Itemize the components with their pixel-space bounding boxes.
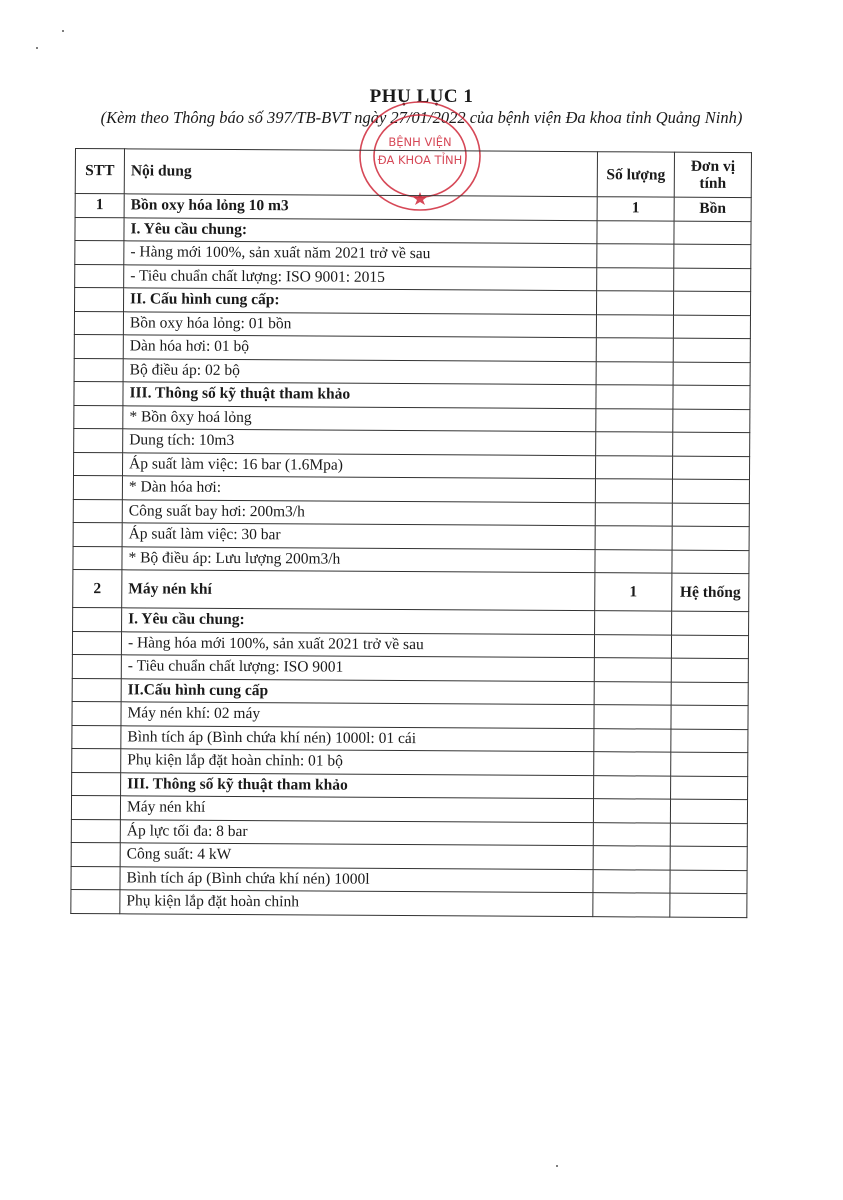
cell-content: Máy nén khí (120, 796, 593, 822)
cell-stt (74, 358, 123, 382)
cell-stt (72, 654, 121, 678)
cell-qty (595, 549, 672, 573)
cell-qty (596, 432, 673, 456)
cell-unit (672, 479, 749, 503)
cell-qty (594, 658, 671, 682)
cell-content: * Bồn ôxy hoá lỏng (123, 405, 596, 431)
cell-unit (671, 682, 748, 706)
cell-stt (72, 631, 121, 655)
table-row (73, 569, 749, 611)
cell-unit (674, 221, 751, 245)
cell-stt (72, 725, 121, 749)
cell-content: Bồn oxy hóa lỏng: 01 bồn (123, 311, 596, 337)
cell-unit (670, 823, 747, 847)
scan-speck (62, 30, 64, 32)
cell-content: - Tiêu chuẩn chất lượng: ISO 9001 (121, 655, 594, 681)
cell-stt (71, 866, 120, 890)
scan-speck (556, 1165, 558, 1167)
cell-stt (71, 795, 120, 819)
cell-stt (71, 842, 120, 866)
table-header-row (75, 149, 751, 198)
cell-qty (596, 361, 673, 385)
cell-unit (670, 846, 747, 870)
cell-unit: Hệ thống (672, 573, 749, 611)
cell-unit (673, 432, 750, 456)
cell-qty (595, 455, 672, 479)
cell-unit (673, 291, 750, 315)
cell-unit (671, 776, 748, 800)
cell-qty (593, 822, 670, 846)
table-row (71, 889, 747, 917)
cell-content: * Dàn hóa hơi: (122, 476, 595, 502)
cell-content: II. Cấu hình cung cấp: (124, 288, 597, 314)
cell-content: Phụ kiện lắp đặt hoàn chỉnh (120, 890, 593, 916)
cell-unit (673, 338, 750, 362)
scan-speck (36, 47, 38, 49)
cell-unit (673, 385, 750, 409)
cell-unit (670, 893, 747, 917)
seal-line-2: ĐA KHOA TỈNH (377, 153, 463, 167)
seal-line-1: BỆNH VIỆN (388, 135, 452, 149)
cell-content: Bình tích áp (Bình chứa khí nén) 1000l (120, 866, 593, 892)
cell-content: II.Cấu hình cung cấp (121, 678, 594, 704)
cell-stt (74, 405, 123, 429)
cell-stt (72, 772, 121, 796)
cell-qty (596, 385, 673, 409)
cell-content: Áp suất làm việc: 30 bar (122, 523, 595, 549)
document-subtitle: (Kèm theo Thông báo số 397/TB-BVT ngày 27/01/2022 của bệnh viện Đa khoa tỉnh Quảng Ninh) (100, 108, 743, 127)
cell-stt (72, 748, 121, 772)
cell-stt (73, 546, 122, 570)
cell-stt (73, 452, 122, 476)
cell-unit (673, 315, 750, 339)
cell-qty (593, 893, 670, 917)
cell-qty (597, 220, 674, 244)
cell-content: * Bộ điều áp: Lưu lượng 200m3/h (122, 546, 595, 572)
cell-stt (73, 522, 122, 546)
cell-unit (671, 752, 748, 776)
cell-qty (596, 408, 673, 432)
cell-content: I. Yêu cầu chung: (124, 217, 597, 243)
cell-stt (73, 607, 122, 631)
cell-qty (594, 728, 671, 752)
cell-stt (75, 217, 124, 241)
cell-stt (72, 701, 121, 725)
header-stt: STT (75, 149, 124, 194)
cell-qty (593, 846, 670, 870)
table-body (71, 194, 751, 918)
cell-unit (672, 456, 749, 480)
cell-unit (671, 705, 748, 729)
cell-unit (670, 799, 747, 823)
cell-unit: Bồn (674, 197, 751, 221)
cell-content: Dung tích: 10m3 (123, 429, 596, 455)
cell-qty (595, 502, 672, 526)
cell-unit (670, 870, 747, 894)
cell-stt (75, 264, 124, 288)
cell-stt (74, 311, 123, 335)
cell-content: III. Thông số kỹ thuật tham khảo (123, 382, 596, 408)
cell-content: Áp suất làm việc: 16 bar (1.6Mpa) (122, 452, 595, 478)
cell-unit (673, 362, 750, 386)
cell-content: Phụ kiện lắp đặt hoàn chỉnh: 01 bộ (121, 749, 594, 775)
cell-qty (595, 479, 672, 503)
cell-stt (74, 428, 123, 452)
cell-content: - Tiêu chuẩn chất lượng: ISO 9001: 2015 (124, 264, 597, 290)
cell-content: Máy nén khí: 02 máy (121, 702, 594, 728)
cell-qty (596, 291, 673, 315)
cell-qty (595, 611, 672, 635)
cell-stt (73, 475, 122, 499)
cell-qty (593, 869, 670, 893)
cell-content: Bộ điều áp: 02 bộ (123, 358, 596, 384)
cell-content: Công suất bay hơi: 200m3/h (122, 499, 595, 525)
cell-unit (674, 244, 751, 268)
cell-unit (672, 611, 749, 635)
cell-stt: 1 (75, 194, 124, 218)
header-unit: Đơn vị tính (674, 152, 751, 197)
cell-qty (594, 681, 671, 705)
cell-unit (671, 729, 748, 753)
cell-qty (597, 267, 674, 291)
specification-table-wrapper (70, 148, 751, 918)
cell-qty (597, 244, 674, 268)
document-title: PHỤ LỤC 1 (369, 86, 474, 107)
specification-table (70, 148, 752, 918)
cell-stt (71, 889, 120, 913)
cell-unit (672, 526, 749, 550)
cell-unit (673, 409, 750, 433)
cell-unit (671, 635, 748, 659)
cell-content: - Hàng hóa mới 100%, sản xuất 2021 trở về sau (121, 631, 594, 657)
cell-stt (75, 241, 124, 265)
cell-content: - Hàng mới 100%, sản xuất năm 2021 trở về sau (124, 241, 597, 267)
cell-qty: 1 (597, 197, 674, 221)
cell-qty (596, 314, 673, 338)
cell-stt: 2 (73, 569, 122, 607)
cell-qty (596, 338, 673, 362)
cell-qty (594, 634, 671, 658)
cell-content: Máy nén khí (122, 570, 595, 611)
cell-stt (74, 381, 123, 405)
header-qty: Số lượng (597, 152, 674, 197)
cell-content: Áp lực tối đa: 8 bar (120, 819, 593, 845)
cell-content: I. Yêu cầu chung: (122, 608, 595, 634)
cell-qty (595, 526, 672, 550)
cell-stt (72, 678, 121, 702)
cell-content: Bồn oxy hóa lỏng 10 m3 (124, 194, 597, 220)
cell-content: Bình tích áp (Bình chứa khí nén) 1000l: 01 cái (121, 725, 594, 751)
cell-qty: 1 (595, 573, 672, 611)
cell-qty (594, 775, 671, 799)
cell-content: III. Thông số kỹ thuật tham khảo (121, 772, 594, 798)
cell-stt (71, 819, 120, 843)
cell-qty (593, 799, 670, 823)
cell-content: Dàn hóa hơi: 01 bộ (123, 335, 596, 361)
cell-unit (674, 268, 751, 292)
cell-stt (75, 288, 124, 312)
header-content: Nội dung (124, 149, 597, 197)
cell-stt (74, 334, 123, 358)
cell-stt (73, 499, 122, 523)
cell-unit (671, 658, 748, 682)
cell-unit (672, 550, 749, 574)
cell-qty (594, 705, 671, 729)
cell-unit (672, 503, 749, 527)
cell-qty (594, 752, 671, 776)
cell-content: Công suất: 4 kW (120, 843, 593, 869)
